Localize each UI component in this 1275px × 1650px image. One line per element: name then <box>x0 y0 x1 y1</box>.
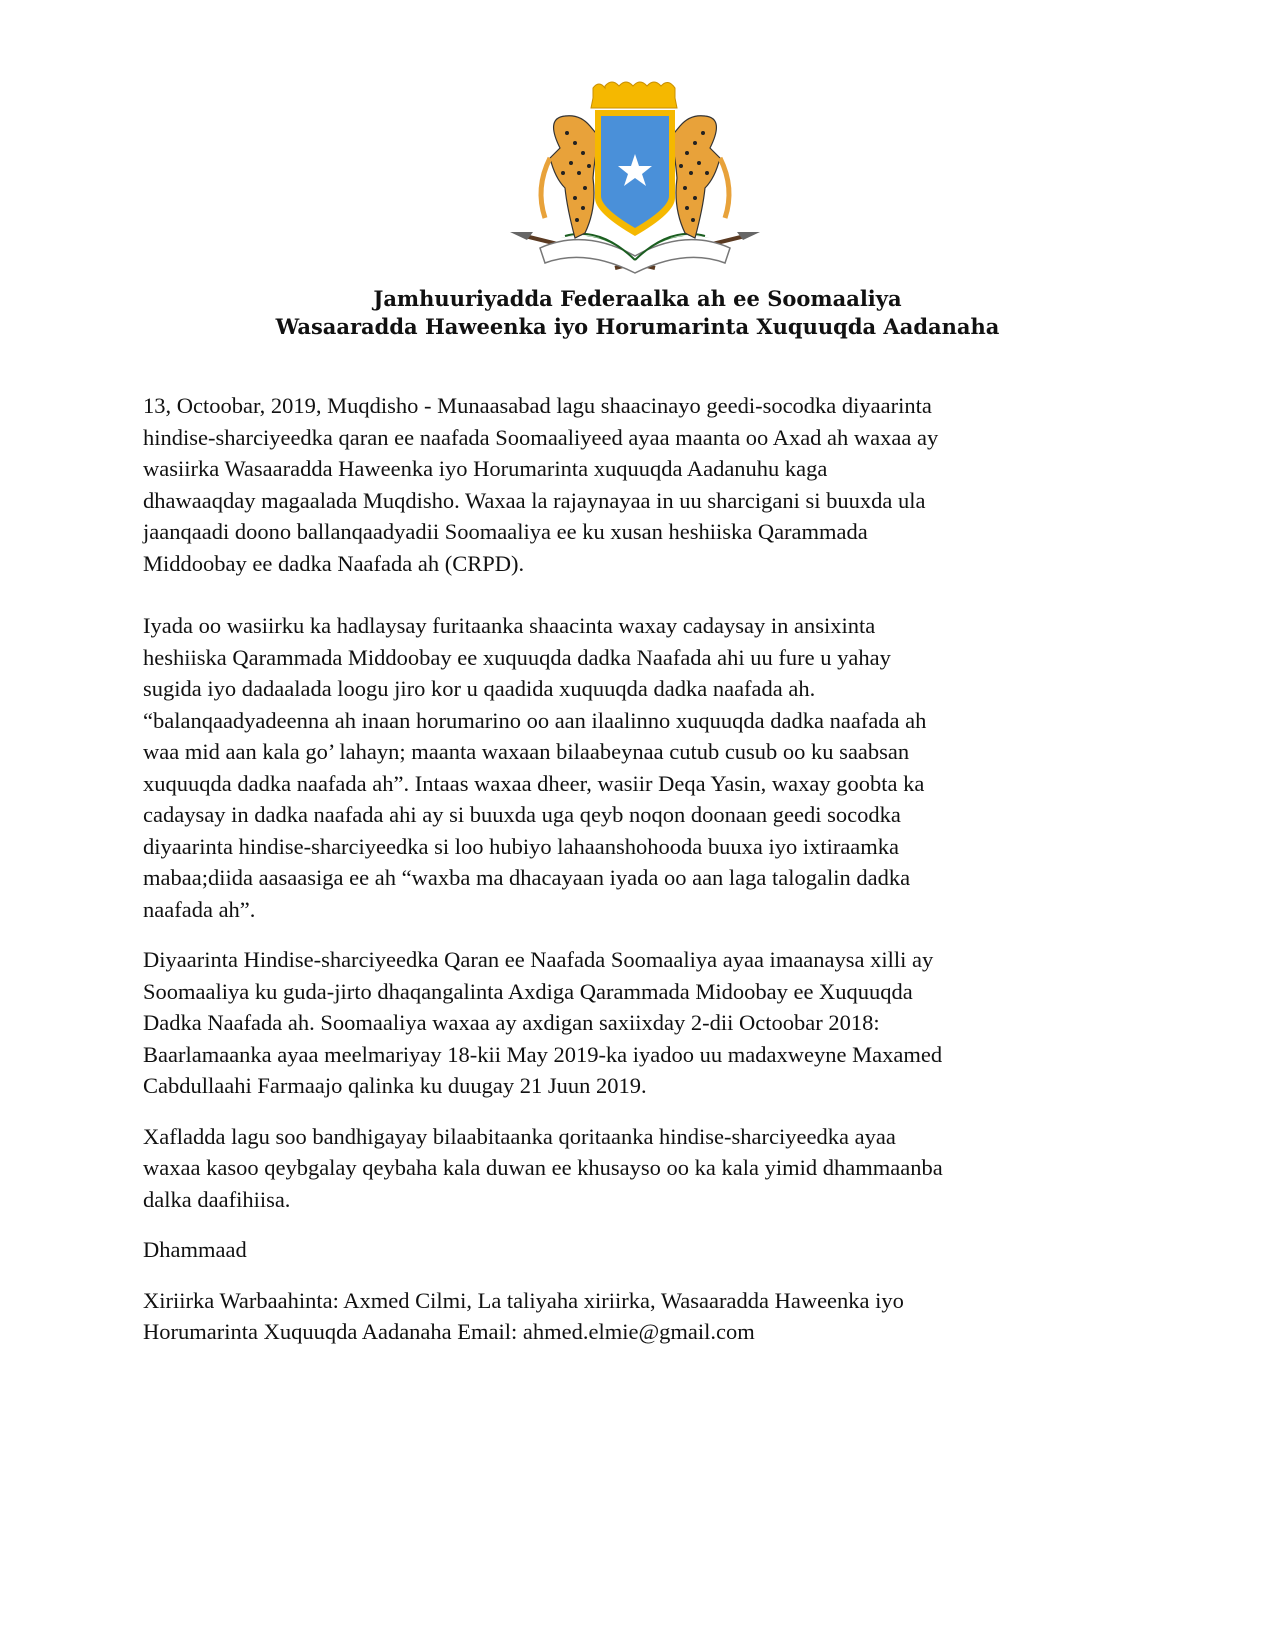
text-line: cadaysay in dadka naafada ahi ay si buuxda uga qeyb noqon doonaan geedi socodka <box>143 802 901 827</box>
text-line: Middoobay ee dadka Naafada ah (CRPD). <box>143 550 525 576</box>
text-line: Iyada oo wasiirku ka hadlaysay furitaanka shaacinta waxay cadaysay in ansixinta <box>143 613 876 638</box>
text-line: wasiirka Wasaaradda Haweenka iyo Horumarinta xuquuqda Aadanuhu kaga <box>143 456 828 481</box>
paragraph-background <box>143 944 1103 1102</box>
header-ministry-name: Wasaaradda Haweenka iyo Horumarinta Xuquuqda Aadanaha <box>275 314 1000 339</box>
text-line: Diyaarinta Hindise-sharciyeedka Qaran ee Naafada Soomaaliya ayaa imaanaysa xilli ay <box>143 947 934 972</box>
text-line: sugida iyo dadaalada loogu jiro kor u qaadida xuquuqda dadka naafada ah. <box>143 676 816 701</box>
media-contact-email-line: Horumarinta Xuquuqda Aadanaha Email: ahmed.elmie@gmail.com <box>143 1319 755 1344</box>
text-line: Soomaaliya ku guda-jirto dhaqangalinta Axdiga Qarammada Midoobay ee Xuquuqda <box>143 978 913 1004</box>
text-line: dalka daafihiisa. <box>143 1186 291 1212</box>
text-line: heshiiska Qarammada Middoobay ee xuquuqda dadka Naafada ahi uu fure u yahay <box>143 644 891 670</box>
text-line: “balanqaadyadeenna ah inaan horumarino oo aan ilaalinno xuquuqda dadka naafada ah <box>143 707 927 733</box>
paragraph-media-contact <box>143 1285 1103 1348</box>
paragraph-intro <box>143 390 1103 579</box>
text-line: dhawaaqday magaalada Muqdisho. Waxaa la rajaynayaa in uu sharcigani si buuxda ula <box>143 487 926 513</box>
text-line: xuquuqda dadka naafada ah”. Intaas waxaa dheer, wasiir Deqa Yasin, waxay goobta ka <box>143 770 925 796</box>
paragraph-end-marker <box>143 1234 1103 1266</box>
text-line: 13, Octoobar, 2019, Muqdisho - Munaasabad lagu shaacinayo geedi-socodka diyaarinta <box>143 393 932 418</box>
text-line: hindise-sharciyeedka qaran ee naafada Soomaaliyeed ayaa maanta oo Axad ah waxaa ay <box>143 424 939 450</box>
press-release-body <box>143 390 1103 1348</box>
text-line: Cabdullaahi Farmaajo qalinka ku duugay 21 Juun 2019. <box>143 1073 647 1098</box>
media-contact-line: Xiriirka Warbaahinta: Axmed Cilmi, La taliyaha xiriirka, Wasaaradda Haweenka iyo <box>143 1287 904 1313</box>
text-line: waa mid aan kala go’ lahayn; maanta waxaan bilaabeynaa cutub cusub oo ku saabsan <box>143 739 910 764</box>
text-line: Baarlamaanka ayaa meelmariyay 18-kii May 2019-ka iyadoo uu madaxweyne Maxamed <box>143 1041 943 1067</box>
document-header <box>0 285 1275 341</box>
text-line: waxaa kasoo qeybgalay qeybaha kala duwan ee khusayso oo ka kala yimid dhammaanba <box>143 1155 943 1180</box>
text-line: Dadka Naafada ah. Soomaaliya waxaa ay axdigan saxiixday 2-dii Octoobar 2018: <box>143 1010 880 1035</box>
text-line: Xafladda lagu soo bandhigayay bilaabitaanka qoritaanka hindise-sharciyeedka ayaa <box>143 1123 896 1149</box>
paragraph-attendance <box>143 1121 1103 1216</box>
paragraph-minister-statement <box>143 610 1103 925</box>
text-line: jaanqaadi doono ballanqaadyadii Soomaaliya ee ku xusan heshiiska Qarammada <box>143 519 868 544</box>
end-marker-text: Dhammaad <box>143 1237 247 1262</box>
somalia-coat-of-arms-icon <box>505 78 765 278</box>
text-line: diyaarinta hindise-sharciyeedka si loo hubiyo lahaanshohooda buuxa iyo ixtiraamka <box>143 833 900 859</box>
text-line: naafada ah”. <box>143 896 256 922</box>
text-line: mabaa;diida aasaasiga ee ah “waxba ma dhacayaan iyada oo aan laga talogalin dadka <box>143 865 911 890</box>
header-republic-name: Jamhuuriyadda Federaalka ah ee Soomaaliya <box>373 286 902 311</box>
